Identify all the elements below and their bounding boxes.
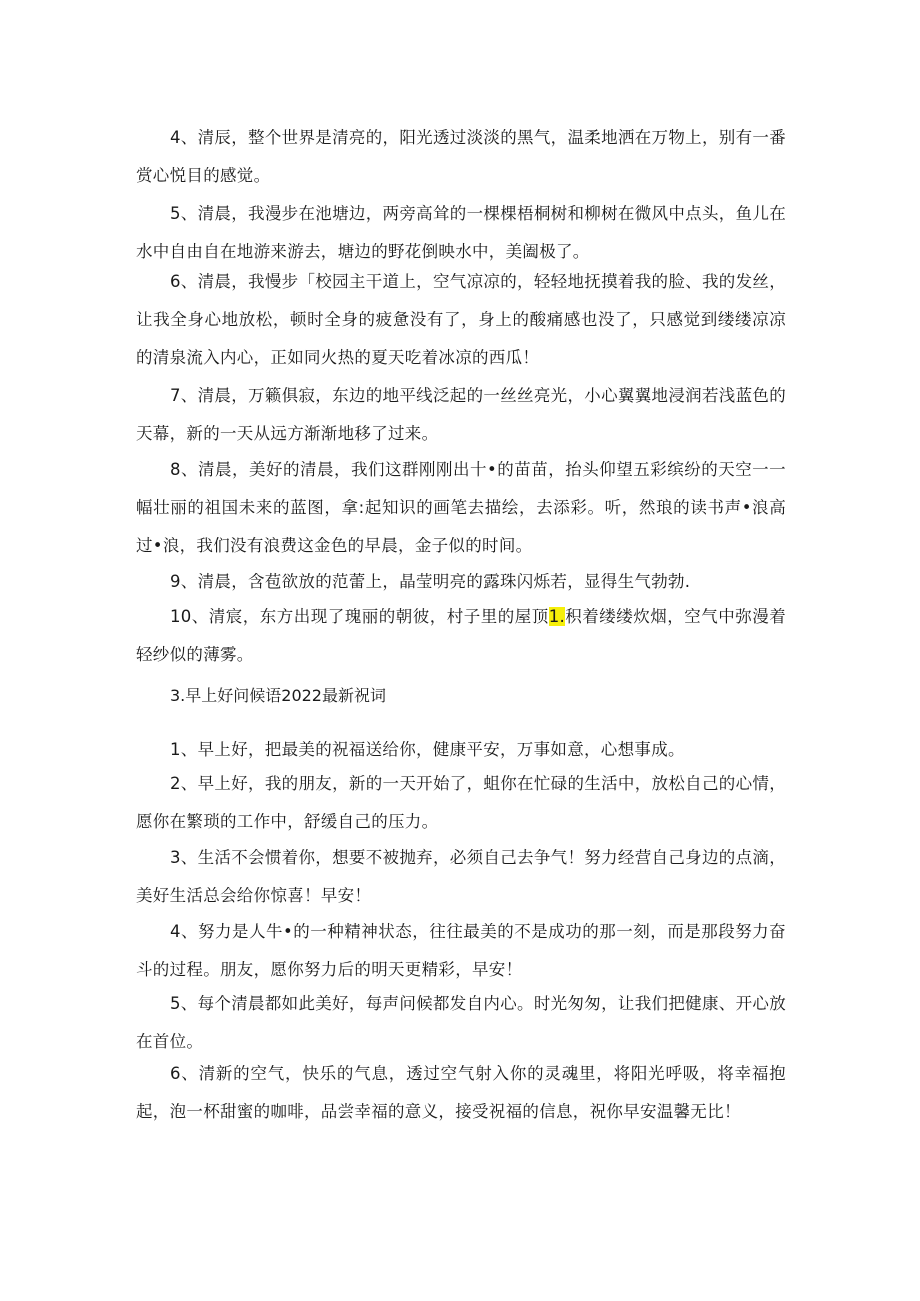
paragraph-text: 5、每个清晨都如此美好，每声问候都发自内心。时光匆匆，让我们把健康、开心放在首位。 <box>136 994 786 1051</box>
paragraph-text: 3、生活不会惯着你，想要不被抛弃，必须自己去争气！努力经营自己身边的点滴，美好生活总会给你惊喜！早安！ <box>136 848 786 905</box>
paragraph-text: 9、清晨，含苞欲放的范蕾上，晶莹明亮的露珠闪烁若，显得生气勃勃. <box>170 572 691 591</box>
paragraph-item-6 <box>136 263 786 377</box>
paragraph-item-5 <box>136 195 786 271</box>
greeting-item-6 <box>136 1055 786 1131</box>
greeting-item-3 <box>136 839 786 915</box>
paragraph-text: 5、清晨，我漫步在池塘边，两旁高耸的一棵棵梧桐树和柳树在微风中点头，鱼儿在水中自由自在地游来游去，塘边的野花倒映水中，美阖极了。 <box>136 204 786 261</box>
paragraph-text: 6、清新的空气，快乐的气息，透过空气射入你的灵魂里，将阳光呼吸，将幸福抱起，泡一杯甜蜜的咖啡，品尝幸福的意义，接受祝福的信息，祝你早安温馨无比！ <box>136 1064 786 1121</box>
section-heading: 3.早上好问候语2022最新祝词 <box>170 686 386 705</box>
paragraph-text: 1、早上好，把最美的祝福送给你，健康平安，万事如意，心想事成。 <box>170 740 685 759</box>
greeting-item-2 <box>136 765 786 841</box>
paragraph-text: 8、清晨，美好的清晨，我们这群刚刚出十•的苗苗，抬头仰望五彩缤纷的天空一一幅壮丽的祖国未来的蓝图，拿:起知识的画笔去描绘，去添彩。听，然琅的读书声•浪高过•浪，我们没有浪费这金色的早晨，金子似的时间。 <box>136 460 786 555</box>
paragraph-item-10 <box>136 598 786 674</box>
paragraph-item-7 <box>136 377 786 453</box>
paragraph-text: 4、清辰，整个世界是清亮的，阳光透过淡淡的黑气，温柔地洒在万物上，别有一番赏心悦目的感觉。 <box>136 128 786 185</box>
paragraph-item-9 <box>136 563 786 601</box>
paragraph-item-4 <box>136 119 786 195</box>
greeting-item-4 <box>136 913 786 989</box>
paragraph-text: 6、清晨，我慢步「校园主干道上，空气凉凉的，轻轻地抚摸着我的脸、我的发丝，让我全身心地放松，顿时全身的疲惫没有了，身上的酸痛感也没了，只感觉到缕缕凉凉的清泉流入内心，正如同火热的夏天吃着冰凉的西瓜！ <box>136 272 786 367</box>
paragraph-text: 4、努力是人牛•的一种精神状态，往往最美的不是成功的那一刻，而是那段努力奋斗的过程。朋友，愿你努力后的明天更精彩，早安！ <box>136 922 786 979</box>
paragraph-text: 2、早上好，我的朋友，新的一天开始了，蛆你在忙碌的生活中，放松自己的心情，愿你在繁琐的工作中，舒缓自己的压力。 <box>136 774 786 831</box>
paragraph-text: 10、清宸，东方出现了瑰丽的朝彼，村子里的屋顶 <box>170 607 549 626</box>
paragraph-item-8 <box>136 451 786 565</box>
highlighted-text: 1. <box>548 607 566 626</box>
greeting-item-5 <box>136 985 786 1061</box>
paragraph-text: 7、清晨，万籁俱寂，东边的地平线泛起的一丝丝亮光，小心翼翼地浸润若浅蓝色的天幕，新的一天从远方渐渐地移了过来。 <box>136 386 786 443</box>
paragraph-text-continued: 积着缕缕炊烟，空气中弥漫着轻纱似的薄雾。 <box>136 607 786 664</box>
greeting-item-1 <box>136 731 786 769</box>
